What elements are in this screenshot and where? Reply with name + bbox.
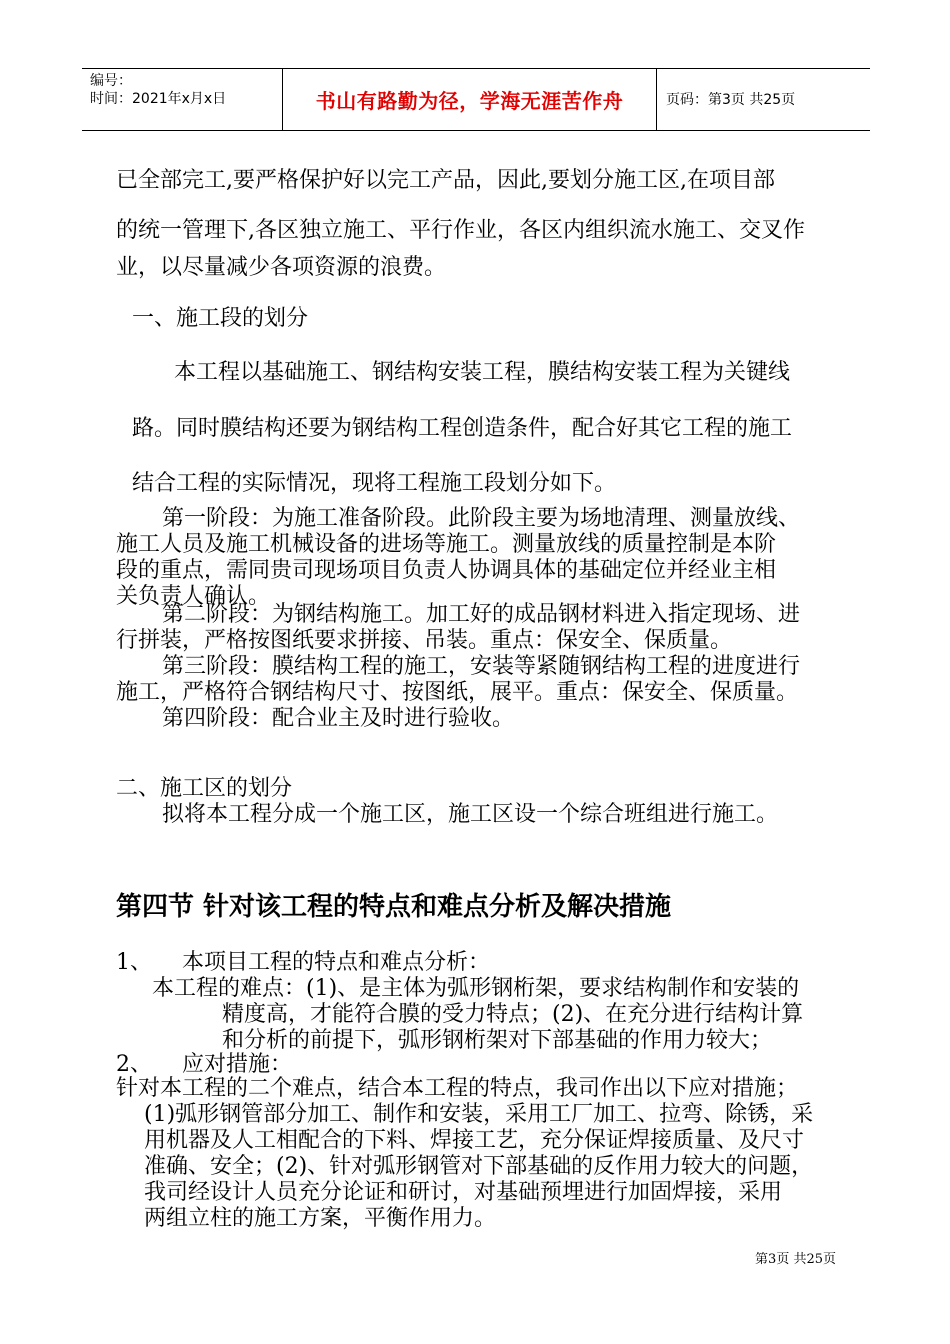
doc-number-label: 编号： bbox=[90, 73, 132, 89]
header-motto: 书山有路勤为径，学海无涯苦作舟 bbox=[315, 89, 624, 113]
subsection-title: 二、施工区的划分 bbox=[116, 776, 293, 801]
body-line: 路。同时膜结构还要为钢结构工程创造条件，配合好其它工程的施工 bbox=[132, 416, 793, 441]
list-number: 2、 bbox=[116, 1052, 152, 1077]
body-line: 本工程以基础施工、钢结构安装工程，膜结构安装工程为关键线 bbox=[174, 360, 791, 385]
list-title: 本项目工程的特点和难点分析： bbox=[182, 950, 491, 975]
body-line: 精度高，才能符合膜的受力特点；(2)、在充分进行结构计算 bbox=[222, 1002, 804, 1027]
body-line: 本工程的难点：(1)、是主体为弧形钢桁架，要求结构制作和安装的 bbox=[152, 976, 800, 1001]
body-line: 我司经设计人员充分论证和研讨，对基础预埋进行加固焊接，采用 bbox=[144, 1180, 783, 1205]
body-line: 拟将本工程分成一个施工区，施工区设一个综合班组进行施工。 bbox=[162, 802, 779, 827]
body-line: 结合工程的实际情况，现将工程施工段划分如下。 bbox=[132, 471, 617, 496]
list-number: 1、 bbox=[116, 950, 152, 975]
phase-line: 关负责人确认。 bbox=[116, 584, 271, 609]
phase-line: 第一阶段：为施工准备阶段。此阶段主要为场地清理、测量放线、 bbox=[162, 506, 801, 531]
phase-line: 第二阶段：为钢结构施工。加工好的成品钢材料进入指定现场、进 bbox=[162, 602, 801, 627]
phase-line: 行拼装，严格按图纸要求拼接、吊装。重点：保安全、保质量。 bbox=[116, 628, 733, 653]
body-line: 准确、安全；(2)、针对弧形钢管对下部基础的反作用力较大的问题， bbox=[144, 1154, 814, 1179]
page-header bbox=[82, 68, 870, 131]
body-line: 的统一管理下,各区独立施工、平行作业，各区内组织流水施工、交叉作 bbox=[116, 218, 805, 243]
body-line: 用机器及人工相配合的下料、焊接工艺，充分保证焊接质量、及尺寸 bbox=[144, 1128, 805, 1153]
body-line: 业，以尽量减少各项资源的浪费。 bbox=[116, 255, 447, 280]
list-title: 应对措施： bbox=[182, 1052, 293, 1077]
body-line: 和分析的前提下，弧形钢桁架对下部基础的作用力较大； bbox=[222, 1028, 773, 1053]
phase-line: 第四阶段：配合业主及时进行验收。 bbox=[162, 706, 515, 731]
phase-line: 第三阶段：膜结构工程的施工，安装等紧随钢结构工程的进度进行 bbox=[162, 654, 801, 679]
body-line: 针对本工程的二个难点，结合本工程的特点，我司作出以下应对措施； bbox=[116, 1076, 799, 1101]
header-page-cell bbox=[656, 69, 870, 130]
body-line: (1)弧形钢管部分加工、制作和安装，采用工厂加工、拉弯、除锈，采 bbox=[144, 1102, 814, 1127]
phase-line: 施工人员及施工机械设备的进场等施工。测量放线的质量控制是本阶 bbox=[116, 532, 777, 557]
phase-line: 施工，严格符合钢结构尺寸、按图纸，展平。重点：保安全、保质量。 bbox=[116, 680, 799, 705]
section-heading: 第四节 针对该工程的特点和难点分析及解决措施 bbox=[116, 892, 672, 922]
doc-date-label: 时间：2021年x月x日 bbox=[90, 91, 227, 107]
header-meta bbox=[82, 69, 282, 130]
body-line: 已全部完工,要严格保护好以完工产品，因此,要划分施工区,在项目部 bbox=[116, 168, 775, 193]
body-line: 两组立柱的施工方案，平衡作用力。 bbox=[144, 1206, 497, 1231]
phase-line: 段的重点，需同贵司现场项目负责人协调具体的基础定位并经业主相 bbox=[116, 558, 777, 583]
header-motto-cell bbox=[282, 69, 657, 130]
page-footer: 第3页 共25页 bbox=[755, 1252, 836, 1267]
subsection-title: 一、施工段的划分 bbox=[132, 306, 309, 331]
header-page-number: 页码：第3页 共25页 bbox=[666, 91, 796, 108]
